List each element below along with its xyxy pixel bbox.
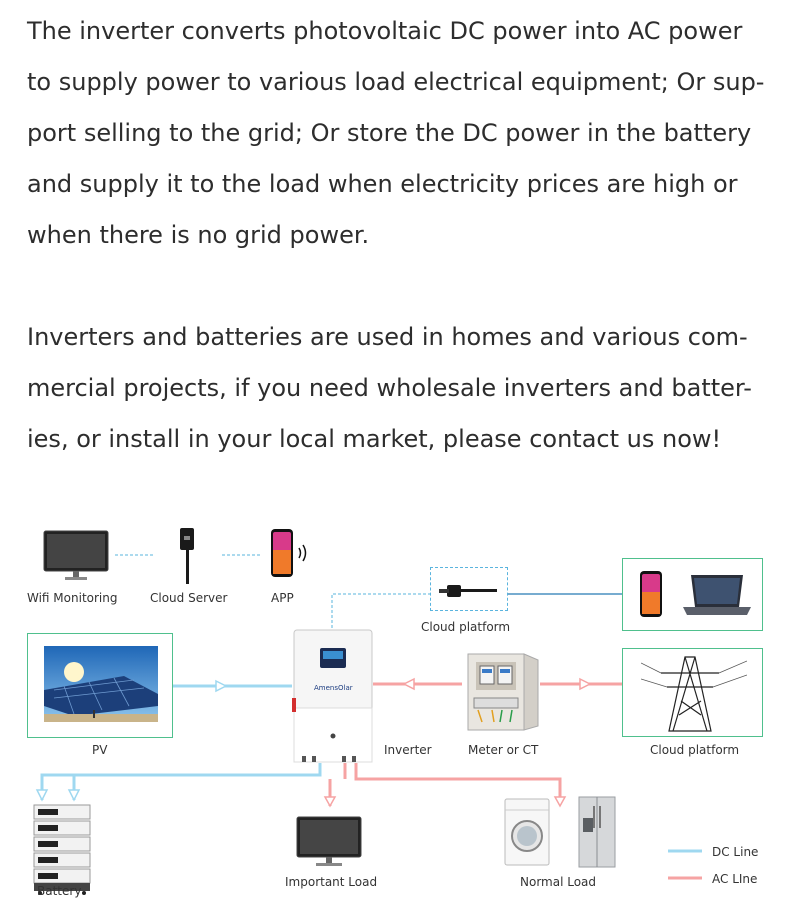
- battery-dc-line: [42, 763, 320, 800]
- important-load-ac-arrow: [325, 797, 335, 806]
- battery-stack-icon: [32, 803, 92, 895]
- battery-label: Battery: [37, 884, 82, 898]
- important-load-monitor-icon: [296, 816, 364, 868]
- normal-load-ac-arrow: [555, 797, 565, 806]
- cloud-platform-grid-label: Cloud platform: [650, 743, 740, 757]
- grid-ac-arrow-1: [404, 679, 414, 689]
- inverter-icon: [292, 628, 374, 764]
- phone-app-icon: [270, 528, 312, 580]
- battery-dc-arrow-2: [69, 790, 79, 800]
- important-load-label: Important Load: [285, 875, 378, 889]
- contact-paragraph: Inverters and batteries are used in homes and various com- mercial projects, if you need wholesale inverters and batter- ies, or install in your local market, please contact us now!: [27, 323, 752, 453]
- pv-box: [27, 633, 173, 738]
- legend-dc-label: DC Line: [712, 845, 759, 859]
- pv-dc-arrow: [216, 681, 226, 691]
- power-tower-icon: [641, 653, 747, 733]
- normal-load-label: Normal Load: [520, 875, 597, 889]
- cloud-server-label: Cloud Server: [150, 591, 228, 605]
- laptop-icon: [681, 573, 753, 619]
- meter-cabinet-icon: [462, 652, 540, 732]
- smartphone-icon: [639, 570, 665, 620]
- battery-dc-arrow-1: [37, 790, 47, 800]
- refrigerator-icon: [578, 796, 616, 868]
- inverter-label: Inverter: [384, 743, 432, 757]
- devices-box: [622, 558, 763, 631]
- inverter-to-cloud-line: [332, 594, 430, 628]
- dongle-icon: [176, 528, 198, 586]
- grid-ac-arrow-2: [580, 679, 590, 689]
- app-label: APP: [271, 591, 294, 605]
- legend-ac-label: AC LIne: [712, 872, 758, 886]
- cloud-platform-label: Cloud platform: [421, 620, 511, 634]
- washing-machine-icon: [504, 798, 550, 866]
- grid-box: [622, 648, 763, 737]
- meter-label: Meter or CT: [468, 743, 539, 757]
- wifi-monitoring-label: Wifi Monitoring: [27, 591, 118, 605]
- monitor-icon: [43, 530, 109, 582]
- cloud-platform-box: [430, 567, 508, 611]
- intro-paragraph: The inverter converts photovoltaic DC power into AC power to supply power to various load electrical equipment; Or sup- port selling to the grid; Or store the DC power in the battery and supply it to the load when electricity prices are high or when there is no grid power.: [27, 17, 765, 249]
- brand-logo: AmensOlar: [314, 684, 353, 692]
- pv-label: PV: [92, 743, 108, 757]
- solar-panel-icon: [44, 646, 158, 722]
- wifi-stick-icon: [431, 568, 507, 610]
